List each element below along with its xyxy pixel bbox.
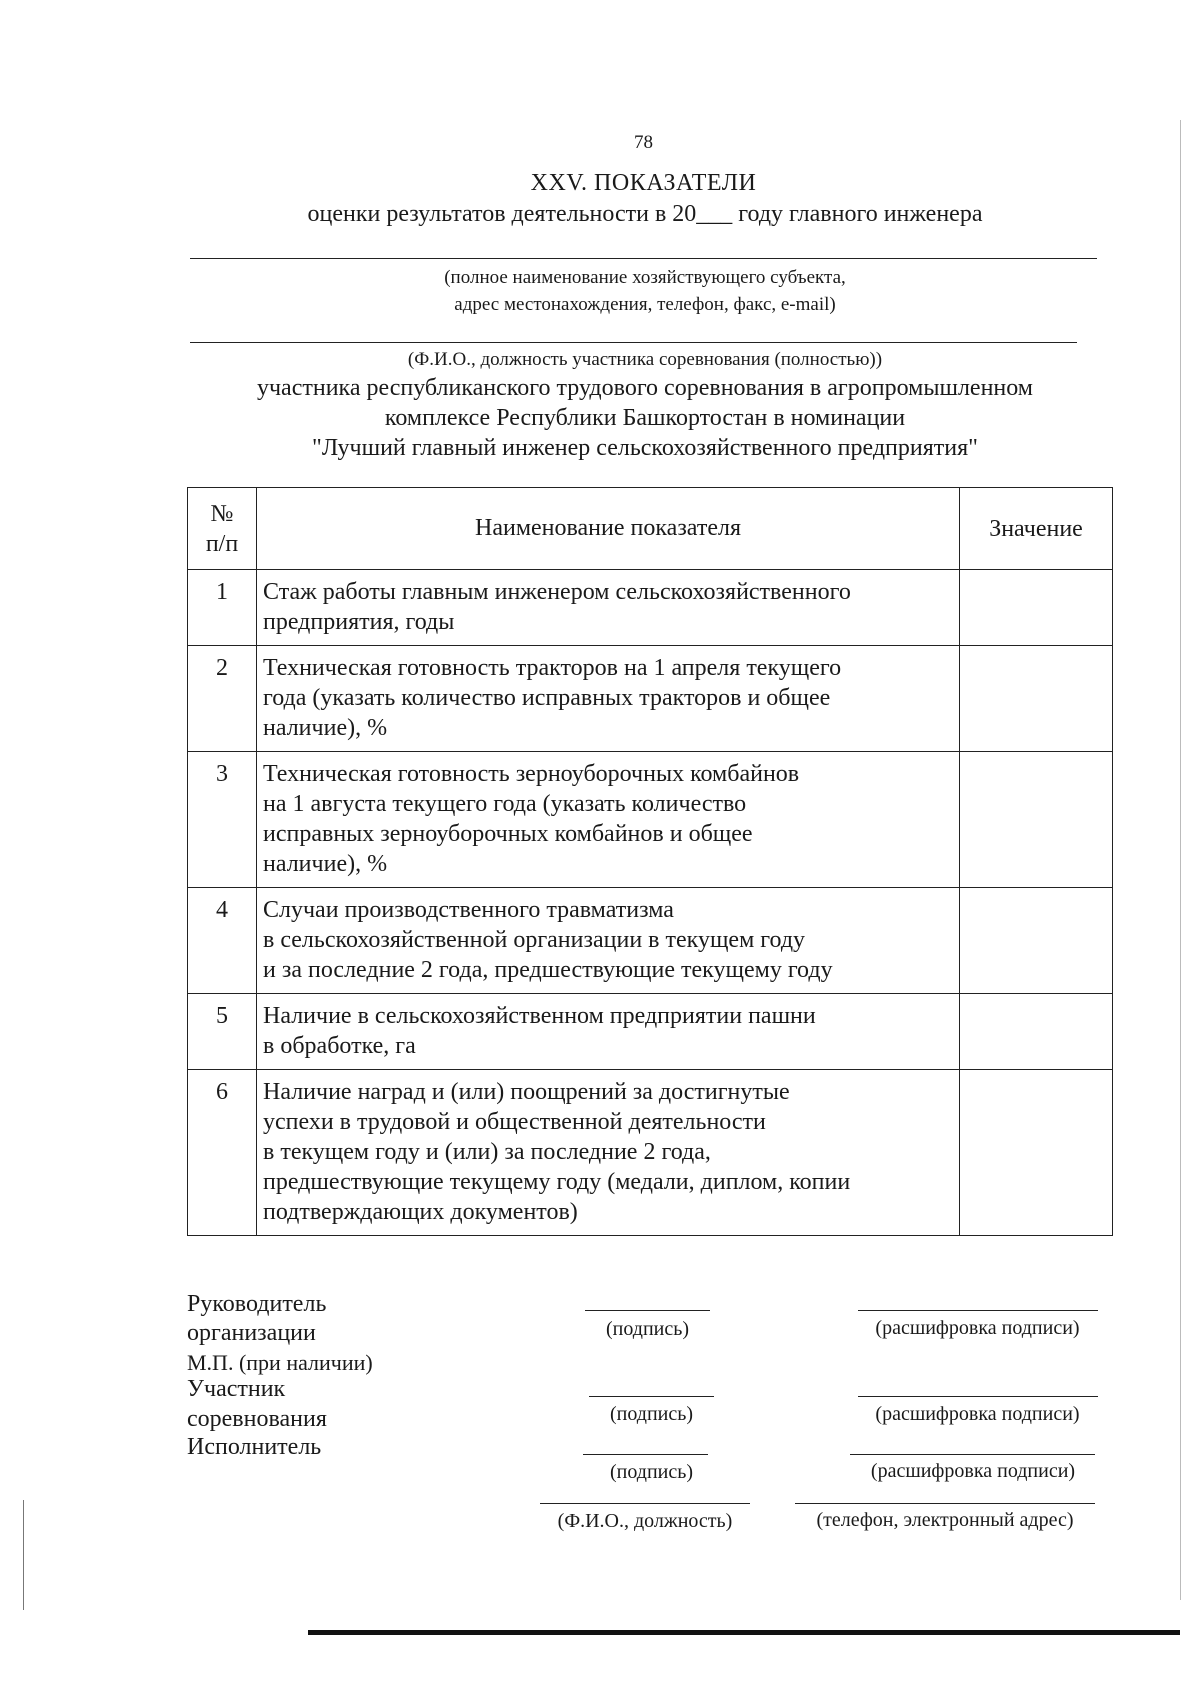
indicator-name-line: наличие), % — [263, 715, 388, 741]
indicator-name — [257, 570, 960, 646]
indicator-name — [257, 752, 960, 888]
table-row — [188, 1070, 1113, 1236]
participant-label-line2: соревнования — [187, 1406, 327, 1432]
description-line1: участника республиканского трудового соревнования в агропромышленном — [256, 375, 1033, 401]
indicator-name — [257, 994, 960, 1070]
indicator-value-cell[interactable] — [960, 1070, 1113, 1236]
table-header-row — [188, 488, 1113, 570]
entity-caption-line2: адрес местонахождения, телефон, факс, e-mail) — [454, 294, 836, 315]
participant-decode-line — [858, 1396, 1098, 1397]
header-indicator-name: Наименование показателя — [257, 488, 960, 570]
participant-signature-line — [589, 1396, 714, 1397]
contact-line — [795, 1503, 1095, 1504]
contact-caption: (телефон, электронный адрес) — [816, 1509, 1074, 1531]
indicator-name-line: предприятия, годы — [263, 609, 455, 635]
indicator-name-line: предшествующие текущему году (медали, диплом, копии — [263, 1169, 851, 1195]
participant-fill-line — [190, 342, 1077, 343]
scan-edge-right — [1180, 120, 1181, 1600]
indicator-name-line: Техническая готовность тракторов на 1 апреля текущего — [263, 655, 842, 681]
indicator-name-line: успехи в трудовой и общественной деятельности — [263, 1109, 766, 1135]
bottom-rule — [308, 1630, 1180, 1635]
indicator-name-line: наличие), % — [263, 851, 388, 877]
header-number — [188, 488, 257, 570]
indicator-value-cell[interactable] — [960, 646, 1113, 752]
participant-signature-caption: (подпись) — [609, 1403, 694, 1425]
indicators-table — [187, 487, 1113, 1236]
executor-decode-line — [850, 1454, 1095, 1455]
indicator-value-cell[interactable] — [960, 752, 1113, 888]
head-signature-caption: (подпись) — [605, 1318, 690, 1340]
indicator-name-line: в текущем году и (или) за последние 2 года, — [263, 1139, 711, 1165]
row-number: 1 — [188, 570, 257, 646]
fio-line — [540, 1503, 750, 1504]
fio-caption: (Ф.И.О., должность) — [557, 1510, 733, 1532]
header-number-line2: п/п — [205, 530, 239, 557]
head-label-line2: организации — [187, 1320, 316, 1346]
indicator-value-cell[interactable] — [960, 888, 1113, 994]
entity-caption-line1: (полное наименование хозяйствующего субъекта, — [444, 267, 846, 288]
participant-label-line1: Участник — [187, 1376, 286, 1402]
executor-label: Исполнитель — [187, 1434, 322, 1460]
table-row — [188, 888, 1113, 994]
indicator-name — [257, 1070, 960, 1236]
description-line2: комплексе Республики Башкортостан в номинации — [384, 405, 906, 431]
head-decode-caption: (расшифровка подписи) — [875, 1317, 1080, 1339]
row-number: 6 — [188, 1070, 257, 1236]
row-number: 3 — [188, 752, 257, 888]
table-row — [188, 994, 1113, 1070]
document-title: XXV. ПОКАЗАТЕЛИ — [530, 170, 757, 196]
table-row — [188, 646, 1113, 752]
head-label-line1: Руководитель — [187, 1291, 327, 1317]
indicator-value-cell[interactable] — [960, 570, 1113, 646]
indicator-name-line: Стаж работы главным инженером сельскохозяйственного — [263, 579, 851, 605]
head-decode-line — [858, 1310, 1098, 1311]
row-number: 2 — [188, 646, 257, 752]
indicator-value-cell[interactable] — [960, 994, 1113, 1070]
entity-fill-line — [190, 258, 1097, 259]
table-body — [188, 570, 1113, 1236]
header-value: Значение — [960, 488, 1113, 570]
indicator-name-line: в сельскохозяйственной организации в текущем году — [263, 927, 806, 953]
indicator-name-line: года (указать количество исправных тракторов и общее — [263, 685, 831, 711]
participant-decode-caption: (расшифровка подписи) — [875, 1403, 1080, 1425]
row-number: 4 — [188, 888, 257, 994]
indicator-name-line: Случаи производственного травматизма — [263, 897, 674, 923]
indicator-name-line: исправных зерноуборочных комбайнов и общее — [263, 821, 753, 847]
page-number: 78 — [634, 132, 653, 153]
indicator-name-line: Наличие наград и (или) поощрений за достигнутые — [263, 1079, 790, 1105]
head-signature-line — [585, 1310, 710, 1311]
description-line3: "Лучший главный инженер сельскохозяйственного предприятия" — [312, 435, 978, 461]
stamp-label: М.П. (при наличии) — [187, 1350, 373, 1375]
executor-signature-caption: (подпись) — [609, 1461, 694, 1483]
header-number-line1: № — [210, 500, 234, 527]
indicator-name-line: подтверждающих документов) — [263, 1199, 578, 1225]
document-subtitle: оценки результатов деятельности в 20___ году главного инженера — [307, 201, 983, 227]
table-row — [188, 570, 1113, 646]
indicator-name-line: на 1 августа текущего года (указать количество — [263, 791, 747, 817]
indicator-name-line: Наличие в сельскохозяйственном предприятии пашни — [263, 1003, 816, 1029]
scan-edge-left — [23, 1500, 24, 1610]
indicator-name-line: в обработке, га — [263, 1033, 416, 1059]
indicator-name — [257, 888, 960, 994]
executor-signature-line — [583, 1454, 708, 1455]
row-number: 5 — [188, 994, 257, 1070]
indicator-name-line: и за последние 2 года, предшествующие текущему году — [263, 957, 833, 983]
indicator-name-line: Техническая готовность зерноуборочных комбайнов — [263, 761, 800, 787]
participant-caption: (Ф.И.О., должность участника соревнования (полностью)) — [407, 349, 883, 370]
table-row — [188, 752, 1113, 888]
indicator-name — [257, 646, 960, 752]
executor-decode-caption: (расшифровка подписи) — [870, 1460, 1076, 1482]
